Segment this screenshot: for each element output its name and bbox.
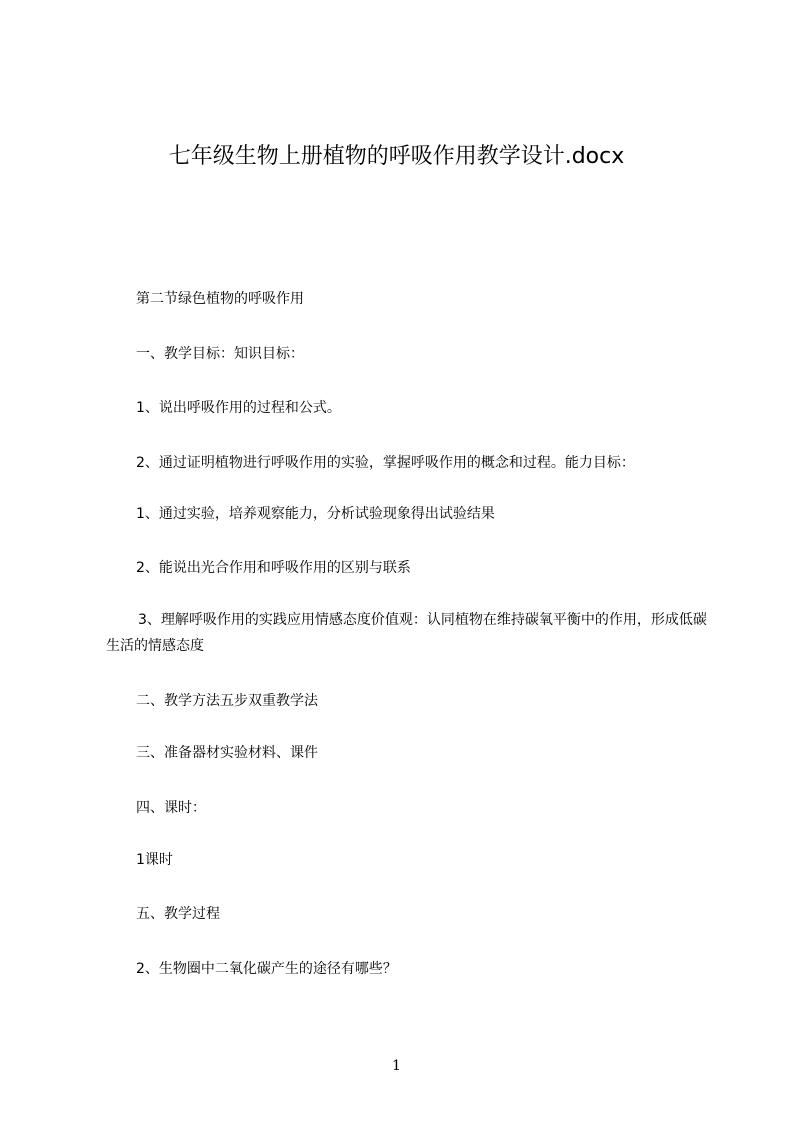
paragraph: 1、说出呼吸作用的过程和公式。 <box>136 400 341 416</box>
paragraph: 1、通过实验，培养观察能力，分析试验现象得出试验结果 <box>136 506 495 522</box>
paragraph: 二、教学方法五步双重教学法 <box>136 693 318 709</box>
paragraph: 一、教学目标：知识目标： <box>136 346 304 362</box>
paragraph: 2、通过证明植物进行呼吸作用的实验，掌握呼吸作用的概念和过程。能力目标： <box>136 455 635 471</box>
paragraph: 四、课时： <box>136 800 206 816</box>
paragraph: 1课时 <box>136 852 173 868</box>
paragraph: 三、准备器材实验材料、课件 <box>136 745 318 761</box>
paragraph: 五、教学过程 <box>136 906 220 922</box>
paragraph: 2、生物圈中二氧化碳产生的途径有哪些？ <box>136 961 397 977</box>
page-number: 1 <box>392 1058 401 1074</box>
paragraph: 2、能说出光合作用和呼吸作用的区别与联系 <box>136 560 411 576</box>
paragraph: 3、理解呼吸作用的实践应用情感态度价值观：认同植物在维持碳氧平衡中的作用，形成低碳生活的情感态度 <box>106 612 707 654</box>
document-title: 七年级生物上册植物的呼吸作用教学设计.docx <box>168 144 625 169</box>
paragraph: 第二节绿色植物的呼吸作用 <box>136 291 304 307</box>
